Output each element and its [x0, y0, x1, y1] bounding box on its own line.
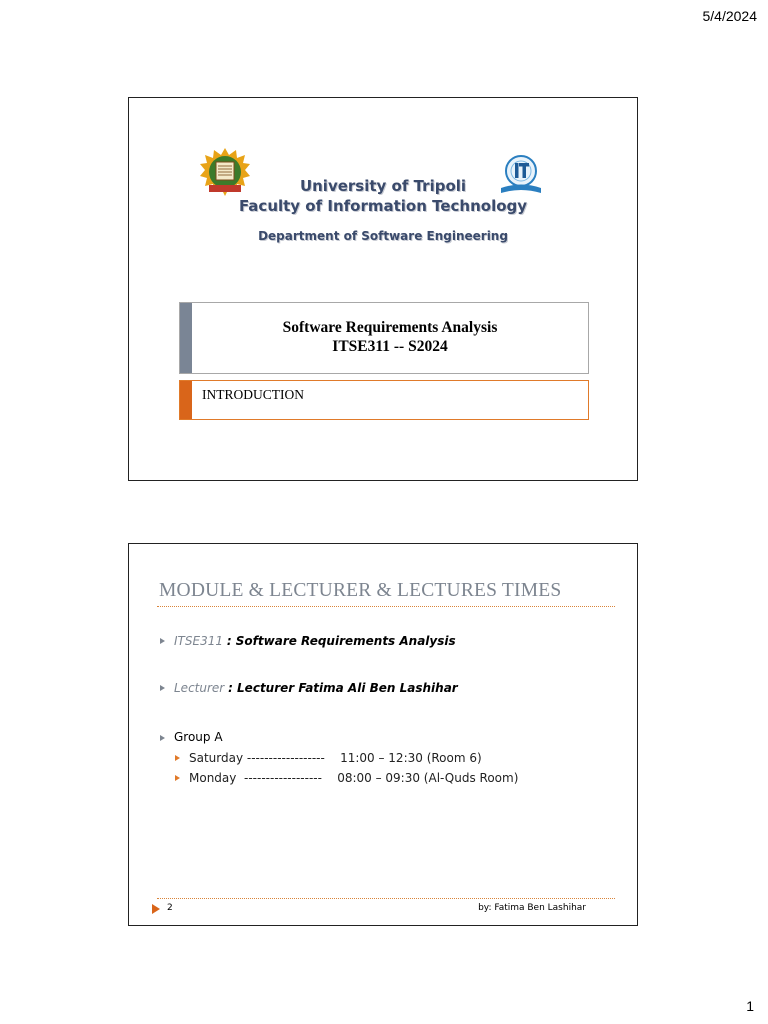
- lecturer-key: Lecturer: [174, 681, 225, 695]
- lecturer-name: : Lecturer Fatima Ali Ben Lashihar: [228, 681, 458, 695]
- slide-2: [128, 543, 638, 926]
- bullet-icon: [160, 638, 165, 644]
- module-name: : Software Requirements Analysis: [226, 634, 456, 648]
- slide-number: 2: [167, 903, 173, 913]
- university-name: University of Tripoli: [299, 177, 467, 195]
- section-accent-bar: [180, 381, 192, 419]
- footer-arrow-icon: [152, 904, 160, 914]
- section-box: [179, 380, 589, 420]
- course-title: Software Requirements Analysis: [282, 319, 498, 336]
- session-saturday: Saturday ------------------ 11:00 – 12:30 (Room 6): [189, 751, 482, 765]
- author-credit: by: Fatima Ben Lashihar: [478, 903, 586, 913]
- slide-title: MODULE & LECTURER & LECTURES TIMES: [159, 580, 562, 601]
- sub-bullet-icon: [175, 775, 180, 781]
- title-accent-bar: [180, 303, 192, 373]
- module-item: [174, 634, 456, 648]
- session-monday: Monday ------------------ 08:00 – 09:30 (Al-Quds Room): [189, 771, 519, 785]
- sub-bullet-icon: [175, 755, 180, 761]
- course-code: ITSE311 -- S2024: [332, 338, 448, 355]
- lecturer-item: [174, 681, 458, 695]
- print-date: 5/4/2024: [702, 8, 757, 24]
- faculty-name: Faculty of Information Technology: [238, 197, 528, 215]
- group-label: Group A: [174, 730, 223, 744]
- bullet-icon: [160, 735, 165, 741]
- module-code: ITSE311: [174, 634, 223, 648]
- section-label: INTRODUCTION: [202, 387, 304, 402]
- title-divider: [157, 606, 615, 607]
- course-title-box: [179, 302, 589, 374]
- page-number: 1: [746, 998, 754, 1014]
- slide-1: [128, 97, 638, 481]
- department-name: Department of Software Engineering: [258, 229, 508, 243]
- footer-divider: [157, 898, 615, 899]
- bullet-icon: [160, 685, 165, 691]
